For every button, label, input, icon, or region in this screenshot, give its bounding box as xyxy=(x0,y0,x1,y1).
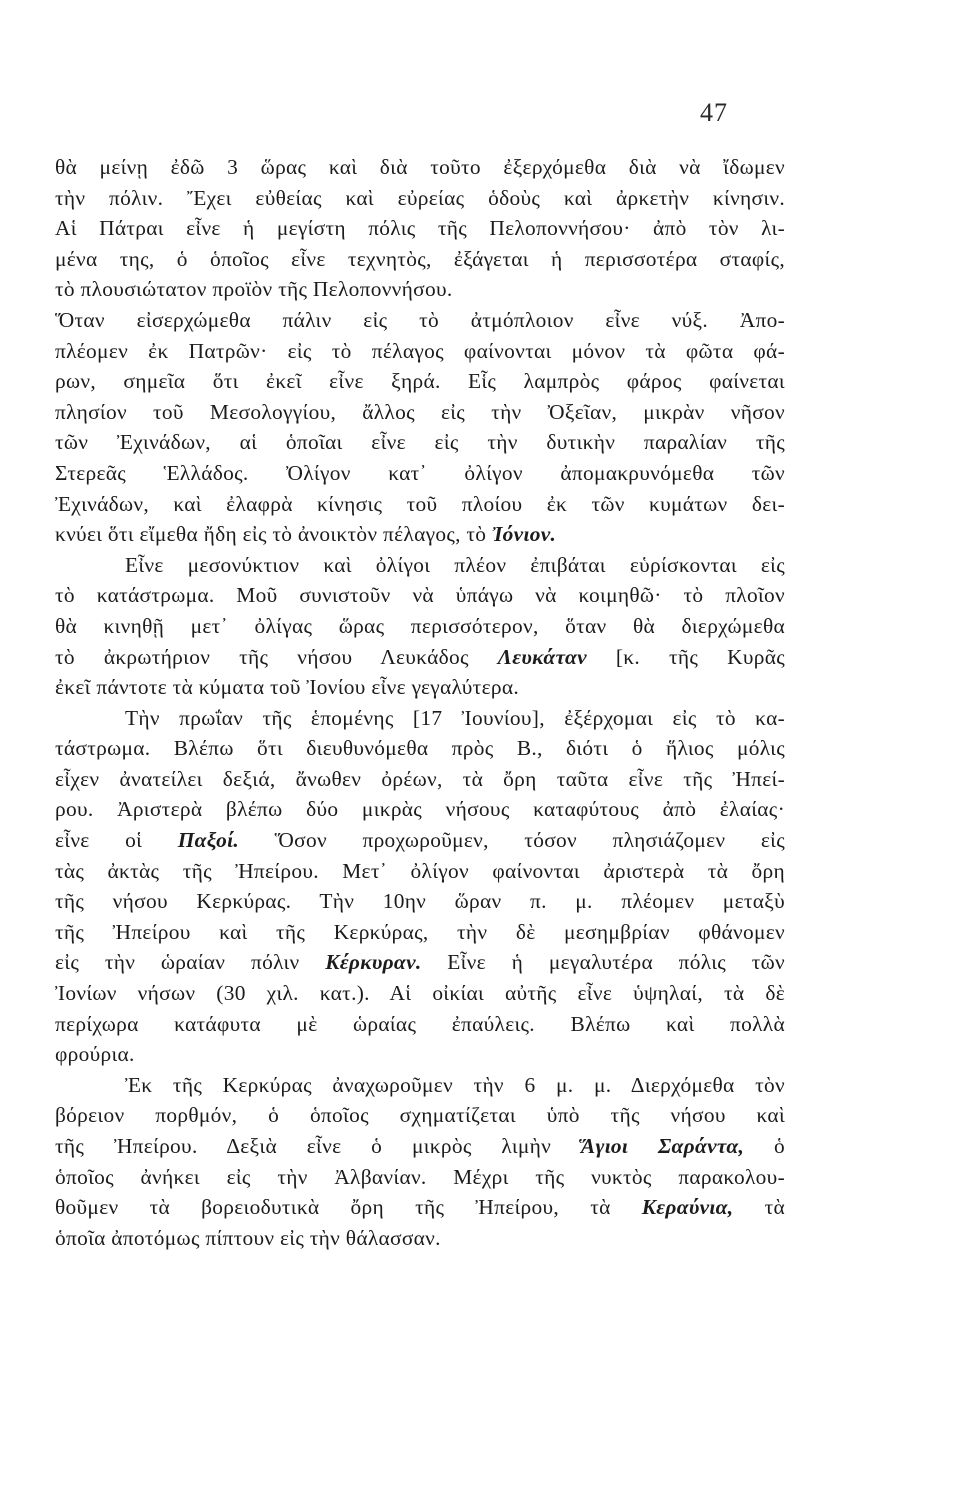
line-text: Στερεᾶς Ἑλλάδος. Ὀλίγον κατ᾽ ὀλίγον ἀπομακρυνόμεθα τῶν xyxy=(55,460,785,485)
text-line xyxy=(55,244,785,275)
text-line xyxy=(55,458,785,489)
line-text: μένα της, ὁ ὁποῖος εἶνε τεχνητὸς, ἐξάγεται ἡ περισσοτέρα σταφίς, xyxy=(55,246,785,271)
line-text: τάστρωμα. Βλέπω ὅτι διευθυνόμεθα πρὸς Β., διότι ὁ ἥλιος μόλις xyxy=(55,736,785,761)
line-text: θὰ μείνῃ ἐδῶ 3 ὥρας καὶ διὰ τοῦτο ἐξερχόμεθα διὰ νὰ ἴδωμεν xyxy=(55,155,785,179)
line-text: τὸ ἀκρωτήριον τῆς νήσου Λευκάδος xyxy=(55,644,469,669)
line-text: Ἰονίων νήσων (30 χιλ. κατ.). Αἱ οἰκίαι αὐτῆς εἶνε ὑψηλαί, τὰ δὲ xyxy=(55,981,785,1006)
line-text: τῆς νήσου Κερκύρας. Τὴν 10ην ὥραν π. μ. πλέομεν μεταξὺ xyxy=(55,889,785,914)
page-number: 47 xyxy=(700,98,728,127)
line-text: βόρειον πορθμόν, ὁ ὁποῖος σχηματίζεται ὑπὸ τῆς νήσου καὶ xyxy=(55,1103,785,1128)
body-text xyxy=(55,152,785,1253)
line-text-after: τὰ xyxy=(764,1195,785,1220)
text-line xyxy=(55,1070,785,1101)
emphasized-place-name: Ἰόνιον. xyxy=(491,522,557,547)
line-text: τῶν Ἐχινάδων, αἱ ὁποῖαι εἶνε εἰς τὴν δυτικὴν παραλίαν τῆς xyxy=(55,430,785,455)
line-text: εἰς τὴν ὡραίαν πόλιν xyxy=(55,950,300,975)
line-text: ὁποῖος ἀνήκει εἰς τὴν Ἀλβανίαν. Μέχρι τῆς νυκτὸς παρακολου- xyxy=(55,1164,785,1189)
line-text: Τὴν πρωΐαν τῆς ἑπομένης [17 Ἰουνίου], ἐξέρχομαι εἰς τὸ κα- xyxy=(125,705,785,730)
line-text: ὁποῖα ἀποτόμως πίπτουν εἰς τὴν θάλασσαν. xyxy=(55,1225,441,1250)
line-text: περίχωρα κατάφυτα μὲ ὡραίας ἐπαύλεις. Βλέπω καὶ πολλὰ xyxy=(55,1011,785,1036)
line-text: ρου. Ἀριστερὰ βλέπω δύο μικρὰς νήσους καταφύτους ἀπὸ ἐλαίας· xyxy=(55,797,785,822)
line-text: κνύει ὅτι εἴμεθα ἤδη εἰς τὸ ἀνοικτὸν πέλαγος, τὸ xyxy=(55,522,487,547)
text-line xyxy=(55,489,785,520)
line-text: τὰς ἀκτὰς τῆς Ἠπείρου. Μετ᾽ ὀλίγον φαίνονται ἀριστερὰ τὰ ὄρη xyxy=(55,858,785,883)
text-line xyxy=(55,274,785,305)
text-line xyxy=(55,1100,785,1131)
line-text: τὴν πόλιν. Ἔχει εὐθείας καὶ εὐρείας ὁδοὺς καὶ ἀρκετὴν κίνησιν. xyxy=(55,185,785,210)
line-text: Ἐχινάδων, καὶ ἐλαφρὰ κίνησις τοῦ πλοίου ἐκ τῶν κυμάτων δει- xyxy=(55,491,785,516)
line-text: τῆς Ἠπείρου. Δεξιὰ εἶνε ὁ μικρὸς λιμὴν xyxy=(55,1134,552,1158)
line-text: πλέομεν ἐκ Πατρῶν· εἰς τὸ πέλαγος φαίνονται μόνον τὰ φῶτα φά- xyxy=(55,338,785,363)
text-line xyxy=(55,1192,785,1223)
text-line xyxy=(55,1009,785,1040)
text-line xyxy=(55,1223,785,1254)
text-line xyxy=(55,672,785,703)
text-line xyxy=(55,856,785,887)
line-text-after: Εἶνε ἡ μεγαλυτέρα πόλις τῶν xyxy=(447,950,785,975)
text-line xyxy=(55,213,785,244)
line-text: τὸ πλουσιώτατον προϊὸν τῆς Πελοποννήσου. xyxy=(55,277,453,302)
line-text: Ἐκ τῆς Κερκύρας ἀναχωροῦμεν τὴν 6 μ. μ. Διερχόμεθα τὸν xyxy=(125,1072,785,1097)
text-line xyxy=(55,397,785,428)
text-line xyxy=(55,336,785,367)
line-text: Ὅταν εἰσερχώμεθα πάλιν εἰς τὸ ἀτμόπλοιον εἶνε νύξ. Ἀπο- xyxy=(55,307,785,332)
text-line xyxy=(55,519,785,550)
text-line xyxy=(55,183,785,214)
text-line xyxy=(55,305,785,336)
text-line xyxy=(55,152,785,183)
emphasized-place-name: Παξοί. xyxy=(177,828,240,853)
line-text: Εἶνε μεσονύκτιον καὶ ὀλίγοι πλέον ἐπιβάται εὑρίσκονται εἰς xyxy=(125,552,785,577)
text-line xyxy=(55,1162,785,1193)
emphasized-place-name: Κέρκυραν. xyxy=(325,950,422,975)
line-text: ἐκεῖ πάντοτε τὰ κύματα τοῦ Ἰονίου εἶνε γεγαλύτερα. xyxy=(55,675,519,700)
text-line xyxy=(55,366,785,397)
line-text: ρων, σημεῖα ὅτι ἐκεῖ εἶνε ξηρά. Εἷς λαμπρὸς φάρος φαίνεται xyxy=(55,369,785,394)
text-line xyxy=(55,550,785,581)
emphasized-place-name: Λευκάταν xyxy=(497,644,587,669)
line-text: τῆς Ἠπείρου καὶ τῆς Κερκύρας, τὴν δὲ μεσημβρίαν φθάνομεν xyxy=(55,919,785,944)
text-line xyxy=(55,794,785,825)
text-line xyxy=(55,764,785,795)
line-text: εἶνε οἱ xyxy=(55,828,143,853)
text-line xyxy=(55,611,785,642)
emphasized-place-name: Κεραύνια, xyxy=(641,1195,734,1220)
line-text: Αἱ Πάτραι εἶνε ἡ μεγίστη πόλις τῆς Πελοποννήσου· ἀπὸ τὸν λι- xyxy=(55,216,785,241)
text-line xyxy=(55,642,785,673)
text-line xyxy=(55,427,785,458)
text-line xyxy=(55,917,785,948)
text-line xyxy=(55,580,785,611)
line-text: πλησίον τοῦ Μεσολογγίου, ἄλλος εἰς τὴν Ὀξεῖαν, μικρὰν νῆσον xyxy=(55,399,785,424)
text-line xyxy=(55,703,785,734)
line-text-after: Ὅσον προχωροῦμεν, τόσον πλησιάζομεν εἰς xyxy=(274,828,785,853)
line-text: θοῦμεν τὰ βορειοδυτικὰ ὄρη τῆς Ἠπείρου, τὰ xyxy=(55,1195,611,1220)
line-text: εἶχεν ἀνατείλει δεξιά, ἄνωθεν ὀρέων, τὰ ὄρη ταῦτα εἶνε τῆς Ἠπεί- xyxy=(55,766,785,791)
line-text: θὰ κινηθῇ μετ᾽ ὀλίγας ὥρας περισσότερον, ὅταν θὰ διερχώμεθα xyxy=(55,613,785,638)
line-text: τὸ κατάστρωμα. Μοῦ συνιστοῦν νὰ ὑπάγω νὰ κοιμηθῶ· τὸ πλοῖον xyxy=(55,583,785,608)
text-line xyxy=(55,733,785,764)
emphasized-place-name: Ἅγιοι Σαράντα, xyxy=(580,1134,745,1158)
text-line xyxy=(55,1131,785,1162)
line-text: φρούρια. xyxy=(55,1042,135,1067)
text-line xyxy=(55,947,785,978)
text-line xyxy=(55,825,785,856)
text-line xyxy=(55,978,785,1009)
text-line xyxy=(55,1039,785,1070)
line-text-after: [κ. τῆς Κυρᾶς xyxy=(615,644,785,669)
text-line xyxy=(55,886,785,917)
line-text-after: ὁ xyxy=(774,1134,785,1158)
